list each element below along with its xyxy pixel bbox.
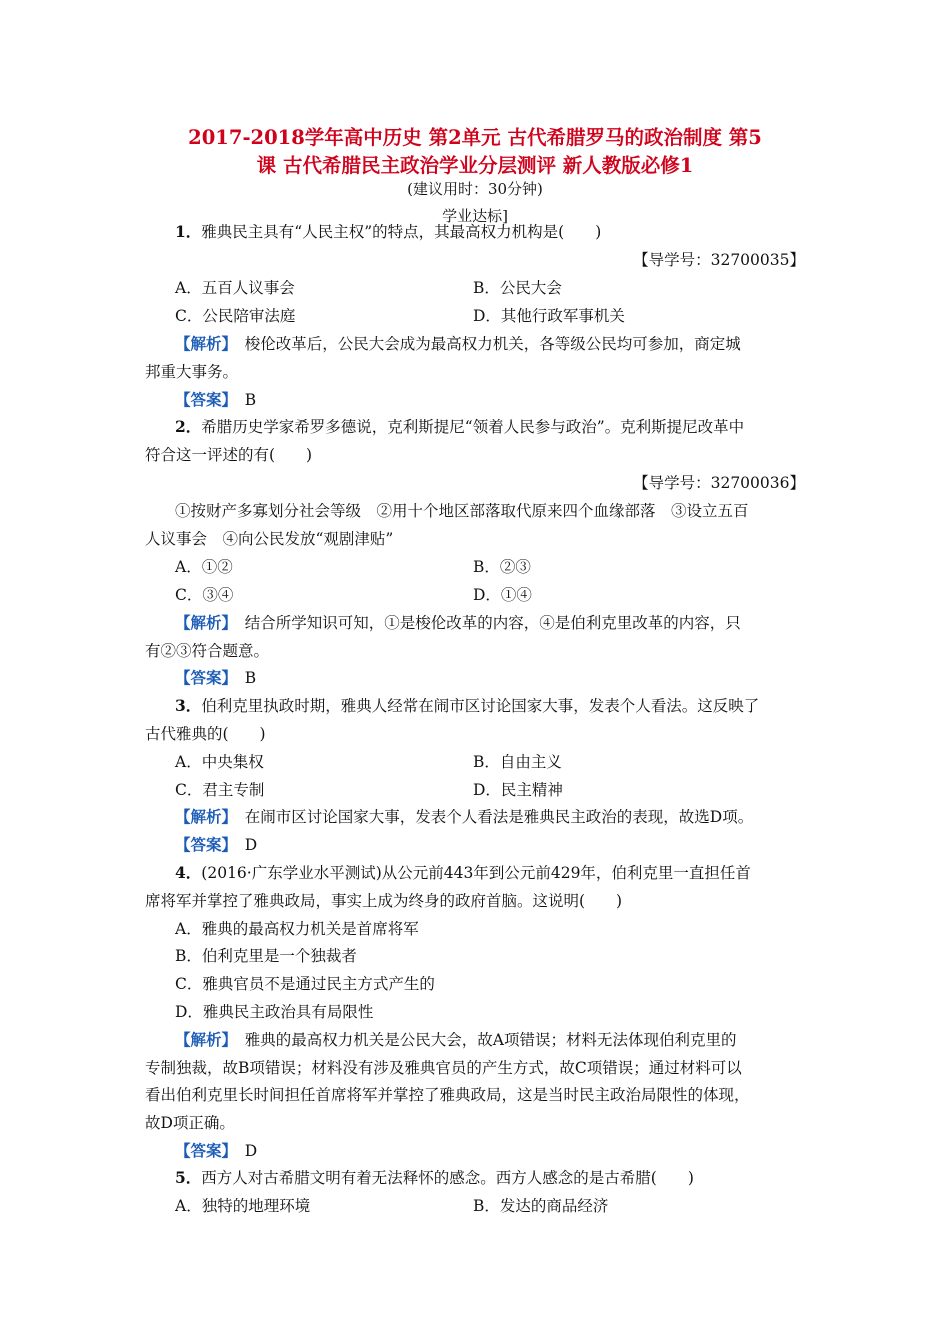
q4-answer-value: D [244,1142,258,1160]
q2-analysis-line-1: 结合所学知识可知，①是梭伦改革的内容，④是伯利克里改革的内容，只 [244,614,741,632]
q3-analysis [175,807,753,827]
q1-analysis-line-1: 梭伦改革后，公民大会成为最高权力机关，各等级公民均可参加，商定城 [244,335,741,353]
q3-stem-line-2: 古代雅典的( ) [145,725,266,743]
q1-stem-text: 雅典民主具有“人民主权”的特点，其最高权力机构是( ) [201,223,602,241]
q3-option-d: D．民主精神 [473,781,563,799]
q5-option-a: A．独特的地理环境 [175,1197,311,1215]
q2-answer-value: B [244,669,257,687]
q3-stem-line-1: 伯利克里执政时期，雅典人经常在闹市区讨论国家大事，发表个人看法。这反映了 [201,697,760,715]
q1-option-c: C．公民陪审法庭 [175,307,296,325]
q2-stem-line-2: 符合这一评述的有( ) [145,446,313,464]
q3-analysis-line-1: 在闹市区讨论国家大事，发表个人看法是雅典民主政治的表现，故选D项。 [244,808,754,826]
q2-analysis [175,613,741,633]
q4-analysis-line-1: 雅典的最高权力机关是公民大会，故A项错误；材料无法体现伯利克里的 [244,1031,737,1049]
q4-option-c: C．雅典官员不是通过民主方式产生的 [175,975,435,993]
q3-option-a: A．中央集权 [175,753,264,771]
q4-option-a: A．雅典的最高权力机关是首席将军 [175,920,419,938]
answer-label: 【答案】 [175,1141,230,1160]
q1-number: 1． [175,222,202,241]
analysis-label: 【解析】 [175,1030,230,1049]
q2-option-a: A．①② [175,558,233,576]
q1-option-b: B．公民大会 [473,279,562,297]
answer-label: 【答案】 [175,390,230,409]
q4-number: 4． [175,863,202,882]
analysis-label: 【解析】 [175,807,230,826]
q3-answer-value: D [244,836,258,854]
q4-analysis [175,1030,736,1050]
q4-option-b: B．伯利克里是一个独裁者 [175,947,357,965]
q5-stem-text: 西方人对古希腊文明有着无法释怀的感念。西方人感念的是古希腊( ) [201,1169,694,1187]
q2-option-c: C．③④ [175,586,234,604]
q1-answer-value: B [244,391,257,409]
analysis-label: 【解析】 [175,613,230,632]
q4-analysis-line-3: 看出伯利克里长时间担任首席将军并掌控了雅典政局，这是当时民主政治局限性的体现， [145,1086,750,1104]
q1-option-a: A．五百人议事会 [175,279,295,297]
q2-stem [175,417,744,437]
q4-analysis-line-2: 专制独裁，故B项错误；材料没有涉及雅典官员的产生方式，故C项错误；通过材料可以 [145,1059,742,1077]
title-line-2: 课 古代希腊民主政治学业分层测评 新人教版必修1 [256,154,694,177]
q4-option-d: D．雅典民主政治具有局限性 [175,1003,374,1021]
q2-guide-number: 【导学号：32700036】 [633,474,805,492]
q2-items-line-1: ①按财产多寡划分社会等级 ②用十个地区部落取代原来四个血缘部落 ③设立五百 [175,502,749,520]
q5-stem [175,1168,694,1188]
q1-stem [175,222,601,242]
q4-stem-line-1: (2016·广东学业水平测试)从公元前443年到公元前429年，伯利克里一直担任首 [201,864,751,882]
q4-stem [175,863,751,883]
time-note: (建议用时：30分钟) [407,180,543,198]
q5-option-b: B．发达的商品经济 [473,1197,609,1215]
q2-option-d: D．①④ [473,586,532,604]
q2-answer [175,668,256,688]
q5-number: 5． [175,1168,202,1187]
q3-stem [175,696,759,716]
q2-analysis-line-2: 有②③符合题意。 [145,642,270,660]
section-heading: 学业达标] [442,207,508,225]
q1-answer [175,390,256,410]
q2-number: 2． [175,417,202,436]
q3-option-c: C．君主专制 [175,781,265,799]
q4-analysis-line-4: 故D项正确。 [145,1114,235,1132]
q1-guide-number: 【导学号：32700035】 [633,251,805,269]
q4-stem-line-2: 席将军并掌控了雅典政局，事实上成为终身的政府首脑。这说明( ) [145,892,623,910]
q3-answer [175,835,257,855]
q2-stem-line-1: 希腊历史学家希罗多德说，克利斯提尼“领着人民参与政治”。克利斯提尼改革中 [201,418,745,436]
answer-label: 【答案】 [175,668,230,687]
q2-option-b: B．②③ [473,558,531,576]
q4-answer [175,1141,257,1161]
q3-option-b: B．自由主义 [473,753,562,771]
q1-option-d: D．其他行政军事机关 [473,307,625,325]
title-line-1: 2017-2018学年高中历史 第2单元 古代希腊罗马的政治制度 第5 [188,126,762,149]
q1-analysis-line-2: 邦重大事务。 [145,363,239,381]
q1-analysis [175,334,741,354]
q3-number: 3． [175,696,202,715]
answer-label: 【答案】 [175,835,230,854]
analysis-label: 【解析】 [175,334,230,353]
q2-items-line-2: 人议事会 ④向公民发放“观剧津贴” [145,530,394,548]
document-title [120,124,830,180]
